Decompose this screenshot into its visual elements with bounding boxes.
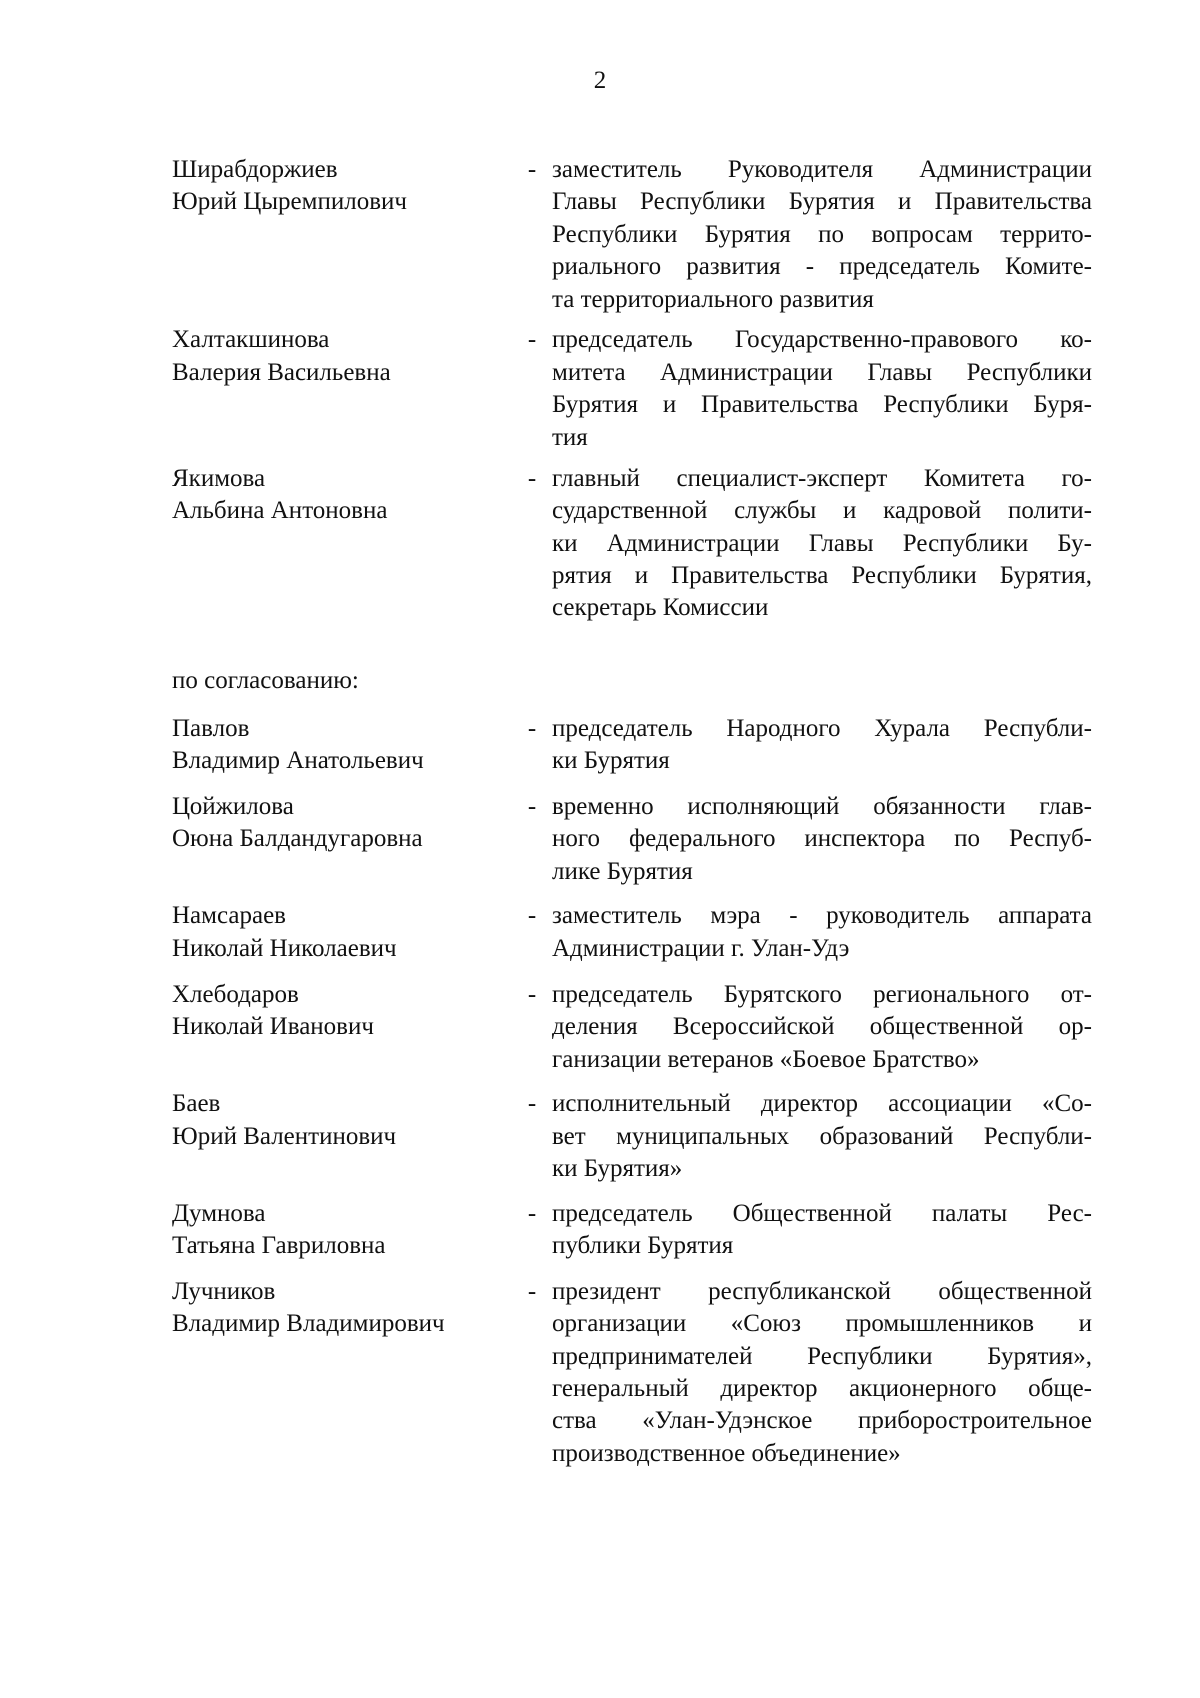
position-line: предпринимателей Республики Бурятия»,: [552, 1342, 1092, 1370]
position-line: заместитель Руководителя Администрации: [552, 156, 1092, 183]
position-line: тия: [552, 423, 588, 451]
member-entry: [172, 154, 1092, 313]
member-position: [552, 791, 1092, 888]
member-entry: [172, 791, 1092, 885]
member-surname: Лучников: [172, 1277, 276, 1305]
member-name: [172, 1276, 524, 1338]
position-line: Главы Республики Бурятия и Правительства: [552, 188, 1092, 216]
member-position: [552, 463, 1092, 625]
entry-dash: -: [527, 464, 537, 492]
position-line: Республики Бурятия по вопросам террито-: [552, 220, 1092, 248]
commission-member-list: [172, 154, 1092, 1467]
member-position: [552, 1276, 1092, 1470]
position-line: публики Бурятия: [552, 1231, 734, 1259]
position-line: рятия и Правительства Республики Бурятия,: [552, 561, 1092, 589]
entry-dash: -: [527, 326, 537, 354]
entry-dash: -: [527, 1199, 537, 1227]
entry-dash: -: [527, 156, 537, 183]
member-given-names: Юрий Цыремпилович: [172, 188, 407, 216]
member-surname: Думнова: [172, 1199, 266, 1227]
member-surname: Ширабдоржиев: [172, 156, 338, 183]
position-line: риального развития - председатель Комите-: [552, 253, 1092, 281]
member-name: [172, 900, 524, 962]
member-surname: Намсараев: [172, 902, 286, 930]
entry-dash: -: [527, 714, 537, 742]
position-line: лике Бурятия: [552, 857, 693, 885]
member-position: [552, 324, 1092, 454]
position-line: председатель Общественной палаты Рес-: [552, 1199, 1092, 1227]
member-position: [552, 154, 1092, 316]
page-number: 2: [593, 67, 607, 94]
member-given-names: Альбина Антоновна: [172, 497, 388, 525]
entry-dash: -: [527, 792, 537, 820]
position-line: председатель Бурятского регионального от-: [552, 980, 1092, 1008]
position-line: деления Всероссийской общественной ор-: [552, 1013, 1092, 1041]
section-heading-agreement: по согласованию:: [172, 667, 359, 695]
member-surname: Халтакшинова: [172, 326, 330, 354]
member-name: [172, 979, 524, 1041]
member-position: [552, 1088, 1092, 1185]
member-name: [172, 1088, 524, 1150]
entry-dash: -: [527, 1277, 537, 1305]
position-line: председатель Государственно-правового ко-: [552, 326, 1092, 354]
member-given-names: Юрий Валентинович: [172, 1122, 397, 1150]
position-line: ного федерального инспектора по Респуб-: [552, 825, 1092, 853]
position-line: секретарь Комиссии: [552, 594, 769, 622]
member-given-names: Николай Иванович: [172, 1013, 374, 1041]
member-position: [552, 713, 1092, 778]
member-entry: [172, 900, 1092, 962]
position-line: вет муниципальных образований Республи-: [552, 1122, 1092, 1150]
member-name: [172, 791, 524, 853]
position-line: временно исполняющий обязанности глав-: [552, 792, 1092, 820]
member-entry: [172, 463, 1092, 622]
position-line: ганизации ветеранов «Боевое Братство»: [552, 1045, 980, 1073]
position-line: ки Бурятия»: [552, 1154, 683, 1182]
member-surname: Павлов: [172, 714, 250, 742]
member-entry: [172, 1276, 1092, 1467]
position-line: президент республиканской общественной: [552, 1277, 1092, 1305]
member-given-names: Николай Николаевич: [172, 934, 397, 962]
member-name: [172, 324, 524, 386]
member-position: [552, 900, 1092, 965]
member-position: [552, 979, 1092, 1076]
position-line: ки Бурятия: [552, 746, 670, 774]
member-position: [552, 1198, 1092, 1263]
position-line: митета Администрации Главы Республики: [552, 358, 1092, 386]
position-line: производственное объединение»: [552, 1439, 901, 1467]
member-entry: [172, 1198, 1092, 1259]
position-line: ки Администрации Главы Республики Бу-: [552, 529, 1092, 557]
entry-dash: -: [527, 1090, 537, 1118]
member-name: [172, 463, 524, 525]
position-line: генеральный директор акционерного обще-: [552, 1375, 1092, 1403]
member-entry: [172, 1088, 1092, 1182]
member-surname: Хлебодаров: [172, 980, 299, 1008]
position-line: та территориального развития: [552, 285, 874, 313]
member-name: [172, 1198, 524, 1259]
position-line: председатель Народного Хурала Республи-: [552, 714, 1092, 742]
entry-dash: -: [527, 902, 537, 930]
position-line: Администрации г. Улан-Удэ: [552, 934, 850, 962]
position-line: организации «Союз промышленников и: [552, 1310, 1092, 1338]
position-line: ства «Улан-Удэнское приборостроительное: [552, 1407, 1092, 1435]
position-line: главный специалист-эксперт Комитета го-: [552, 464, 1092, 492]
member-entry: [172, 979, 1092, 1073]
member-name: [172, 713, 524, 774]
member-given-names: Татьяна Гавриловна: [172, 1231, 386, 1259]
position-line: Бурятия и Правительства Республики Буря-: [552, 391, 1092, 419]
entry-dash: -: [527, 980, 537, 1008]
position-line: сударственной службы и кадровой полити-: [552, 497, 1092, 525]
member-given-names: Валерия Васильевна: [172, 358, 391, 386]
member-given-names: Владимир Анатольевич: [172, 746, 424, 774]
member-given-names: Оюна Балдандугаровна: [172, 825, 423, 853]
member-surname: Баев: [172, 1090, 221, 1118]
member-entry: [172, 713, 1092, 774]
position-line: исполнительный директор ассоциации «Со-: [552, 1090, 1092, 1118]
member-given-names: Владимир Владимирович: [172, 1310, 445, 1338]
member-surname: Якимова: [172, 464, 266, 492]
position-line: заместитель мэра - руководитель аппарата: [552, 902, 1092, 930]
member-name: [172, 154, 524, 216]
member-surname: Цойжилова: [172, 792, 294, 820]
member-entry: [172, 324, 1092, 451]
